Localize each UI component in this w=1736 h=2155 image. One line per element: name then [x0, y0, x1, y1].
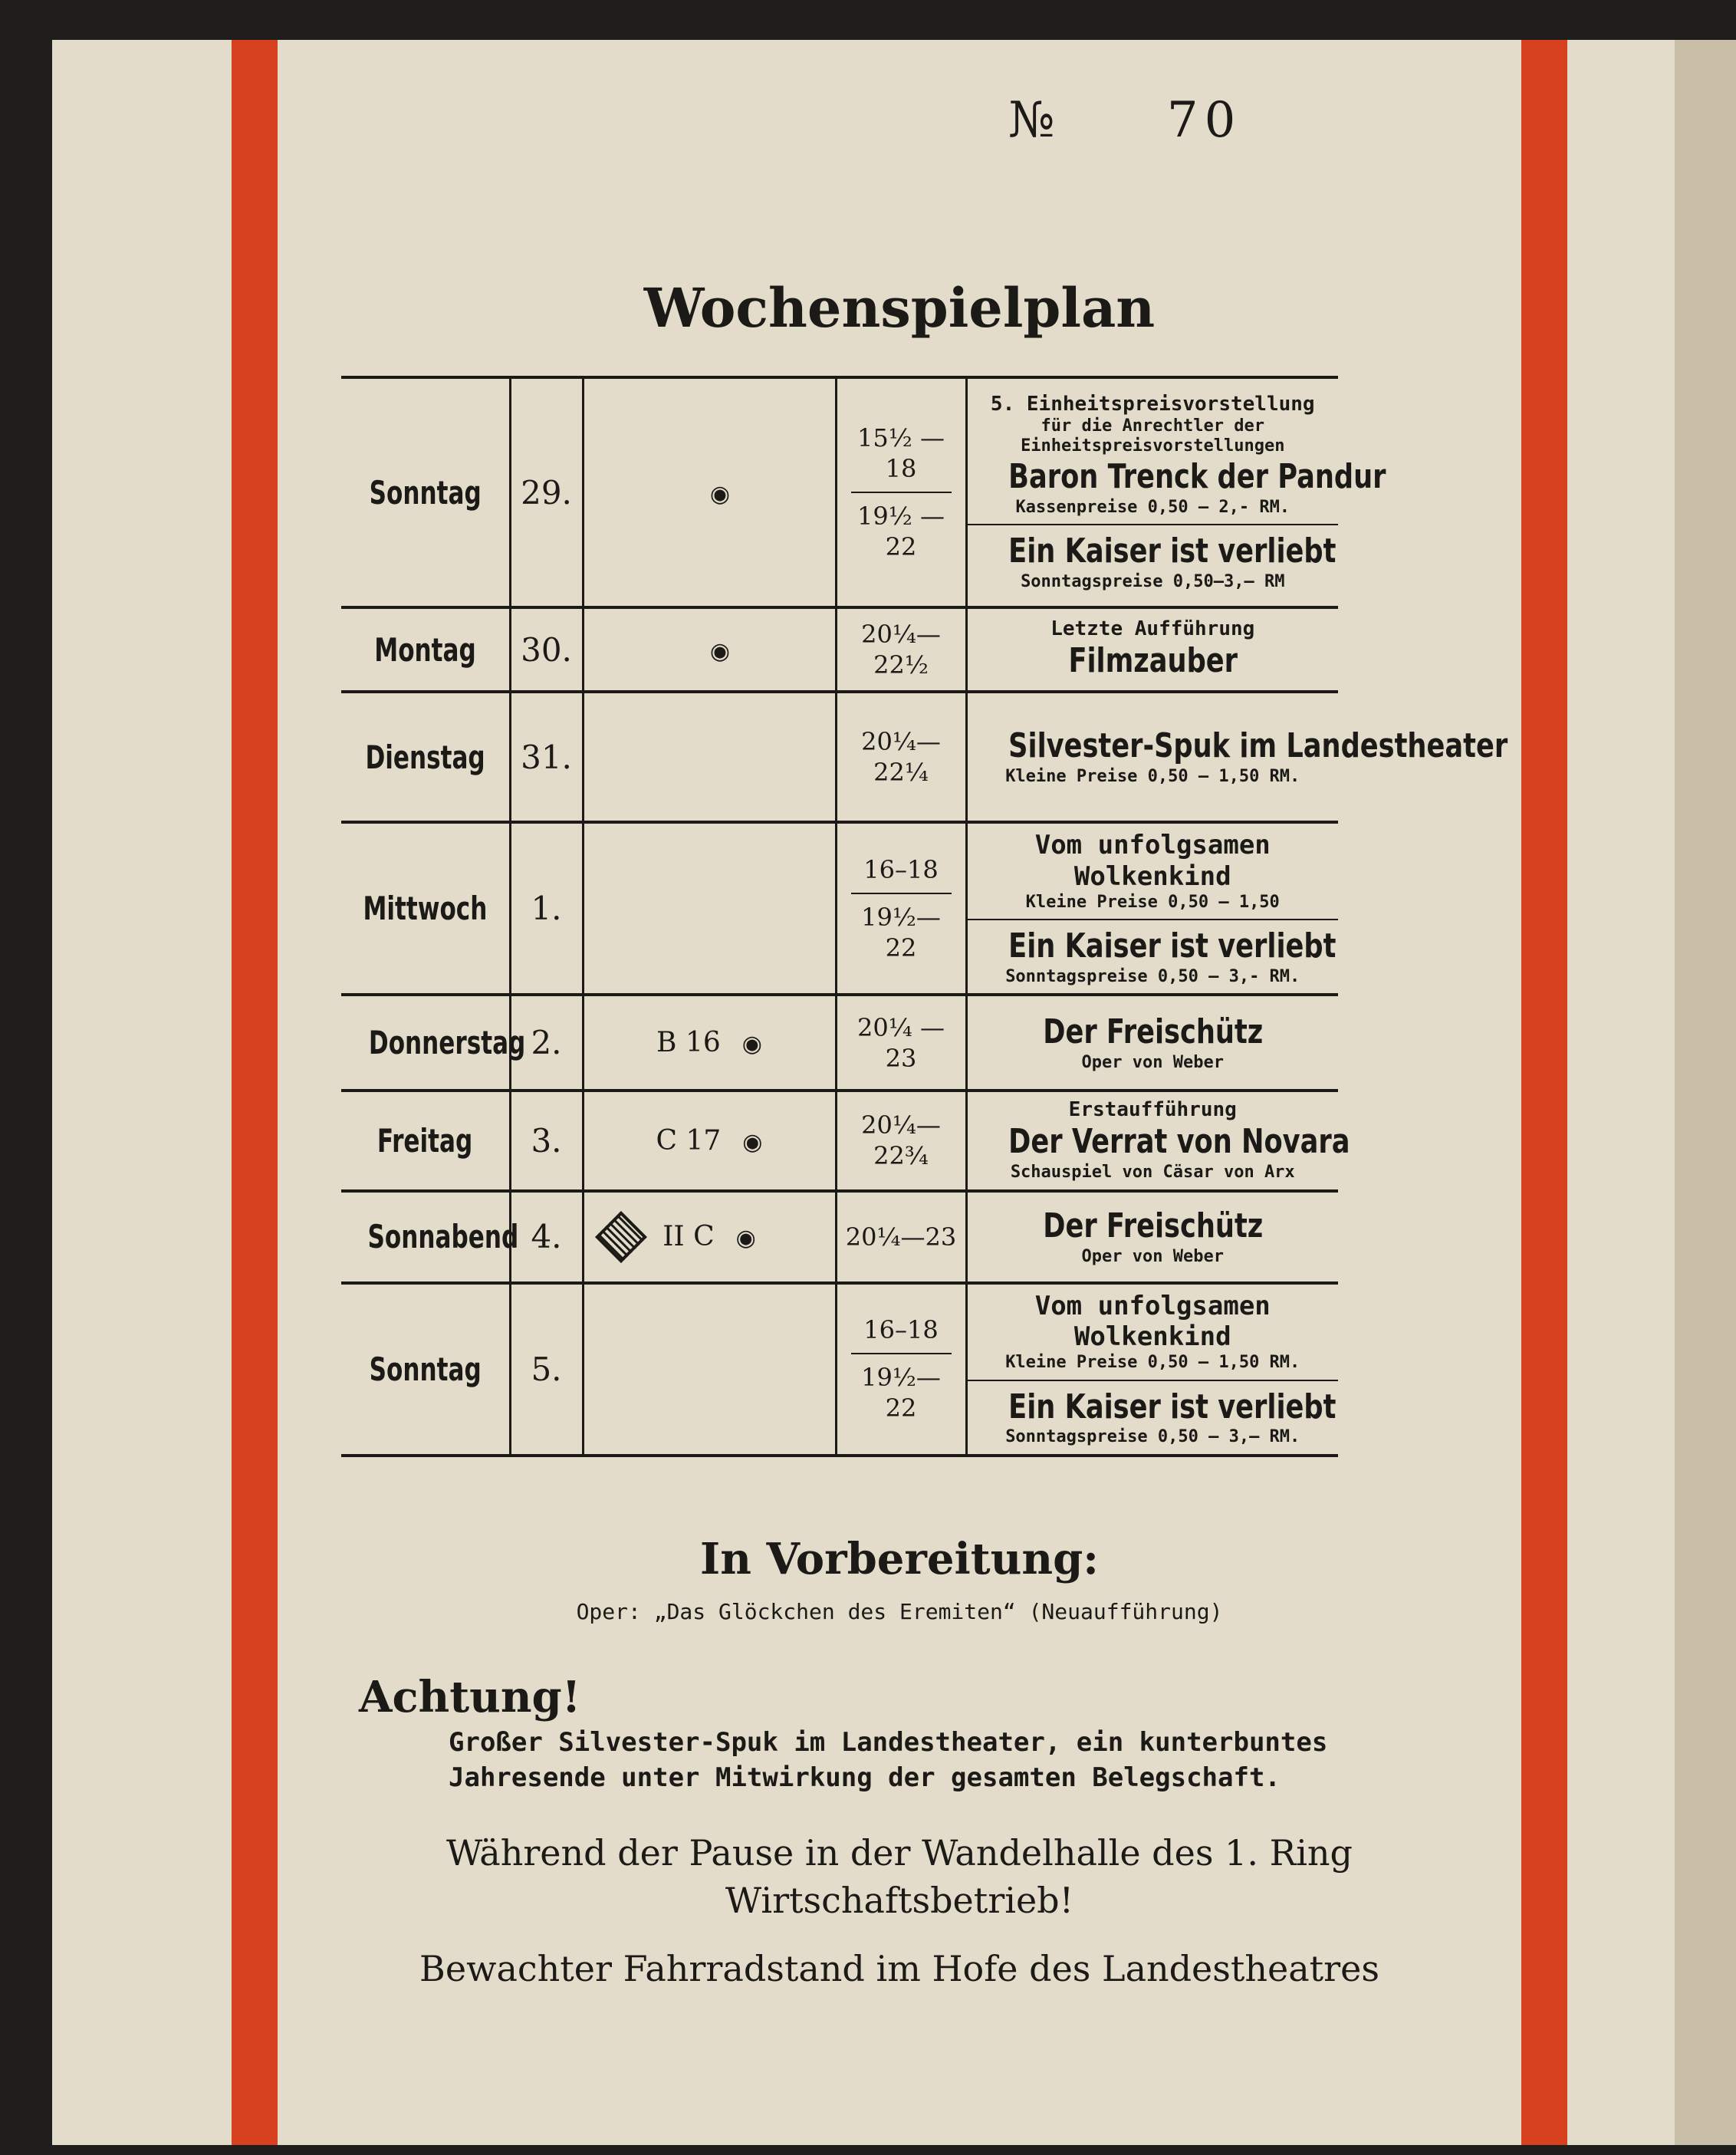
time-end: 22¾ [873, 1141, 929, 1171]
pause-note-line-2: Wirtschaftsbetrieb! [725, 1880, 1074, 1922]
pause-note [278, 1829, 1521, 1924]
program-title: Ein Kaiser ist verliebt [1008, 1387, 1336, 1426]
day-cell [341, 1191, 519, 1283]
program-cell [966, 1283, 1338, 1456]
series-code: B 16 [656, 1027, 721, 1059]
date-cell [510, 1283, 583, 1456]
date-value: 29. [521, 473, 572, 512]
left-red-border [232, 40, 278, 2145]
program-entry [968, 720, 1507, 793]
date-value: 5. [531, 1350, 562, 1388]
date-value: 4. [531, 1218, 562, 1256]
schedule-row [341, 377, 1338, 607]
issue-number [1008, 92, 1241, 149]
series-code: II C [663, 1221, 715, 1253]
program-title: Filmzauber [1067, 641, 1238, 681]
program-cell [966, 692, 1507, 822]
time-end: 18 [885, 454, 917, 483]
preparation-heading: In Vorbereitung: [700, 1534, 1099, 1584]
program-entry [968, 919, 1339, 993]
program-entry [968, 524, 1339, 598]
attention-text: Großer Silvester-Spuk im Landestheater, ein kunterbuntes Jahresende unter Mitwirkung der gesamten Belegschaft. [449, 1727, 1328, 1793]
date-cell [510, 607, 583, 692]
schedule-row [341, 1191, 1338, 1283]
series-cell [583, 607, 836, 692]
day-cell [341, 1091, 510, 1190]
program-title: Der Freischütz [1042, 1206, 1263, 1245]
program-cell [966, 995, 1338, 1091]
series-cell [583, 995, 836, 1091]
time-start: 20¼— [861, 620, 941, 649]
day-name: Sonntag [369, 1350, 482, 1388]
program-cell [966, 1091, 1350, 1190]
date-value: 30. [521, 630, 572, 669]
circle-dot-icon: ◉ [735, 1225, 756, 1252]
time-start: 19½— [861, 1363, 941, 1393]
program-title: Silvester-Spuk im Landestheater [1008, 726, 1507, 766]
date-value: 31. [521, 738, 572, 776]
day-name: Donnerstag [368, 1024, 526, 1062]
time-start: 16–18 [863, 1315, 939, 1345]
time-cell [836, 822, 966, 995]
date-value: 3. [531, 1121, 562, 1160]
time-start: 19½— [861, 902, 941, 932]
program-price: Sonntagspreise 0,50—3,— RM [1021, 571, 1285, 591]
series-cell [583, 822, 836, 995]
program-price: Oper von Weber [1081, 1246, 1224, 1266]
time-end: 22 [885, 532, 917, 561]
program-price: Kleine Preise 0,50 — 1,50 [1025, 892, 1280, 912]
day-name: Sonnabend [367, 1218, 519, 1256]
time-slot [851, 1353, 952, 1431]
circle-dot-icon: ◉ [709, 480, 731, 508]
time-start: 19½ — [857, 502, 945, 531]
pause-note-line-1: Während der Pause in der Wandelhalle des 1. Ring [446, 1832, 1353, 1874]
time-cell [836, 995, 966, 1091]
program-entry [968, 1285, 1339, 1380]
program-entry [968, 1092, 1350, 1189]
program-price: Kassenpreise 0,50 — 2,- RM. [1015, 497, 1290, 517]
schedule-row [341, 822, 1338, 995]
program-cell [966, 377, 1386, 607]
program-entry [968, 387, 1386, 524]
emblem-icon [595, 1211, 647, 1263]
day-cell [341, 607, 510, 692]
series-cell [583, 377, 836, 607]
weekly-schedule-table [341, 376, 1507, 1457]
time-end: 22½ [873, 650, 929, 679]
time-start: 20¼—23 [845, 1222, 957, 1252]
number-value: 70 [1166, 92, 1242, 149]
time-start: 20¼— [861, 1110, 941, 1140]
time-cell [836, 377, 966, 607]
number-sign: № [1008, 92, 1061, 149]
date-cell [510, 1091, 583, 1190]
program-note: Erstaufführung [1068, 1098, 1237, 1122]
time-cell [836, 1191, 966, 1283]
series-cell [583, 692, 836, 822]
right-red-border [1521, 40, 1567, 2145]
program-entry [968, 824, 1339, 919]
time-end: 22 [885, 933, 917, 962]
time-end: 22 [885, 1393, 917, 1423]
program-subnote: für die Anrechtler der Einheitspreisvorstellungen [1021, 416, 1285, 456]
time-cell [836, 692, 966, 822]
program-entry [968, 611, 1339, 688]
program-price: Oper von Weber [1081, 1052, 1224, 1072]
day-cell [341, 1283, 510, 1456]
program-note: Letzte Aufführung [1050, 617, 1255, 640]
program-cell [966, 607, 1338, 692]
time-start: 20¼— [861, 727, 941, 756]
schedule-row [341, 1091, 1338, 1190]
time-slot [837, 1102, 965, 1179]
date-value: 1. [531, 890, 562, 928]
day-cell [341, 995, 526, 1091]
date-cell [510, 692, 583, 822]
program-price: Schauspiel von Cäsar von Arx [1010, 1163, 1295, 1183]
time-slot [837, 1214, 965, 1260]
schedule-row [341, 1283, 1338, 1456]
day-name: Sonntag [369, 473, 482, 512]
program-price: Kleine Preise 0,50 — 1,50 RM. [1005, 767, 1300, 787]
program-title: Vom unfolgsamen Wolkenkind [1034, 1290, 1271, 1353]
program-title: Der Freischütz [1042, 1012, 1263, 1052]
program-price: Sonntagspreise 0,50 — 3,- RM. [1005, 966, 1300, 986]
time-cell [836, 1091, 966, 1190]
date-cell [510, 1191, 583, 1283]
time-slot [837, 611, 965, 688]
time-start: 16–18 [863, 854, 939, 884]
time-slot [837, 1005, 965, 1081]
program-entry [968, 1200, 1339, 1273]
day-name: Mittwoch [363, 890, 488, 928]
schedule-row [341, 995, 1338, 1091]
adjacent-page-edge [1675, 40, 1736, 2145]
series-cell [583, 1091, 836, 1190]
time-slot [837, 1307, 965, 1353]
program-title: Ein Kaiser ist verliebt [1008, 531, 1336, 571]
series-cell [583, 1283, 836, 1456]
day-cell [341, 692, 510, 822]
bicycle-note: Bewachter Fahrradstand im Hofe des Landestheatres [419, 1948, 1379, 1989]
series-cell [583, 1191, 836, 1283]
day-name: Dienstag [365, 738, 485, 776]
program-entry [968, 1006, 1339, 1079]
circle-dot-icon: ◉ [709, 637, 731, 665]
date-value: 2. [531, 1024, 562, 1062]
program-title: Baron Trenck der Pandur [1008, 456, 1386, 496]
program-cell [966, 1191, 1338, 1283]
date-cell [510, 822, 583, 995]
time-slot [837, 719, 965, 795]
schedule-row [341, 692, 1338, 822]
program-price: Sonntagspreise 0,50 — 3,— RM. [1005, 1427, 1300, 1447]
circle-dot-icon: ◉ [742, 1128, 763, 1156]
program-title: Ein Kaiser ist verliebt [1008, 926, 1336, 966]
time-start: 20¼ — [857, 1012, 945, 1042]
date-cell [510, 377, 583, 607]
day-cell [341, 377, 510, 607]
series-code: C 17 [656, 1124, 722, 1156]
program-price: Kleine Preise 0,50 — 1,50 RM. [1005, 1353, 1300, 1373]
time-end: 23 [885, 1043, 917, 1073]
time-cell [836, 607, 966, 692]
page-title: Wochenspielplan [643, 276, 1156, 340]
schedule-row [341, 607, 1338, 692]
program-note: 5. Einheitspreisvorstellung [990, 392, 1315, 416]
program-entry [968, 1380, 1339, 1454]
attention-heading: Achtung! [359, 1672, 581, 1722]
day-name: Montag [373, 630, 476, 669]
time-slot [837, 415, 965, 492]
time-cell [836, 1283, 966, 1456]
time-start: 15½ — [857, 423, 945, 452]
program-title: Vom unfolgsamen Wolkenkind [1034, 830, 1271, 892]
preparation-text: Oper: „Das Glöckchen des Eremiten“ (Neuaufführung) [576, 1599, 1223, 1624]
time-end: 22¼ [873, 758, 929, 787]
time-slot [851, 492, 952, 570]
circle-dot-icon: ◉ [741, 1031, 762, 1058]
time-slot [837, 847, 965, 893]
program-cell [966, 822, 1338, 995]
program-title: Der Verrat von Novara [1008, 1122, 1350, 1162]
time-slot [851, 893, 952, 971]
day-cell [341, 822, 510, 995]
day-name: Freitag [377, 1121, 473, 1160]
